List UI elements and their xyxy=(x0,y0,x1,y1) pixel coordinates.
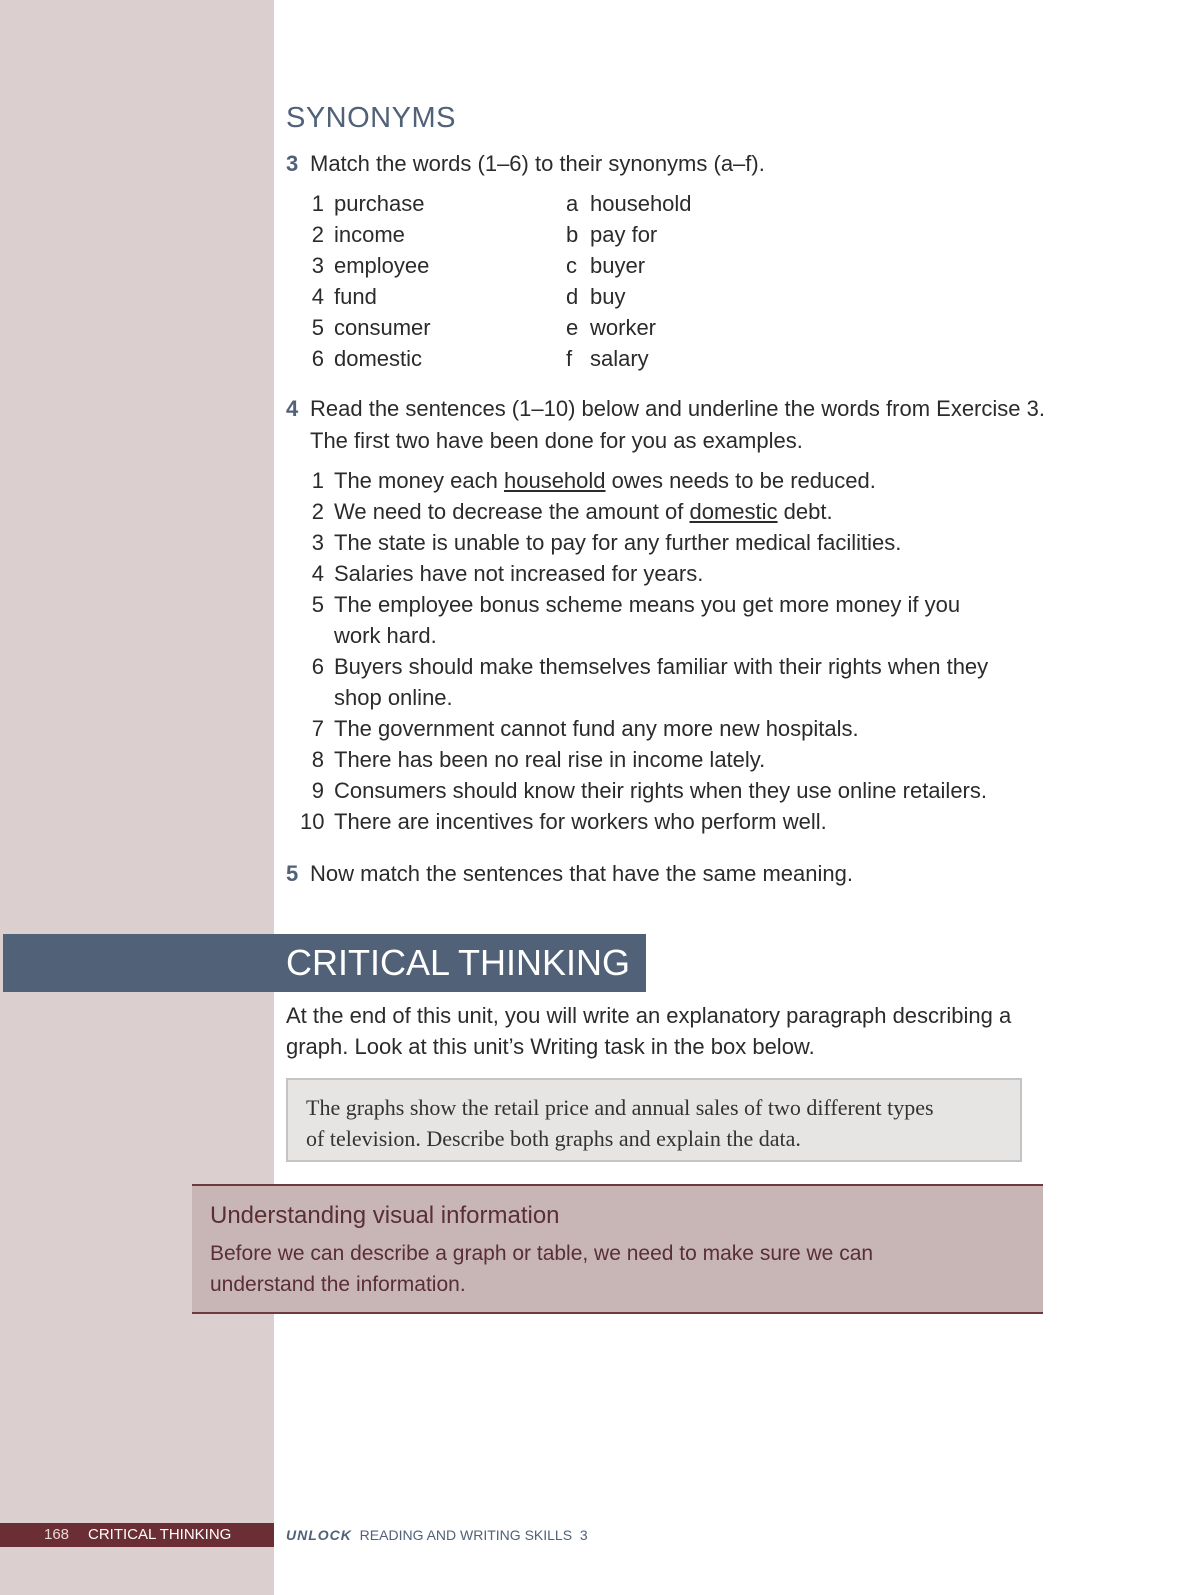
sidebar-panel xyxy=(0,0,274,1595)
sentence-item: 8 There has been no real rise in income lately. xyxy=(311,747,766,772)
exercise-4-instruction-cont: The first two have been done for you as examples. xyxy=(310,428,803,453)
writing-task-box: The graphs show the retail price and annual sales of two different types of television. Describe both graphs and explain the data. xyxy=(286,1078,1022,1162)
intro-paragraph: At the end of this unit, you will write an explanatory paragraph describing a graph. Look at this unit’s Writing task in the box below. xyxy=(286,1003,1012,1059)
section-title-synonyms: SYNONYMS xyxy=(286,102,456,134)
sentence-item: 6 Buyers should make themselves familiar with their rights when they xyxy=(311,654,989,679)
sentence-item: 10 There are incentives for workers who perform well. xyxy=(300,809,827,834)
sentence-item: 5 The employee bonus scheme means you get more money if you xyxy=(311,592,961,617)
sentence-item-cont: shop online. xyxy=(334,685,453,710)
sentence-item: 9 Consumers should know their rights when they use online retailers. xyxy=(311,778,987,803)
word-item: 5 consumer xyxy=(311,315,431,340)
exercise-number: 5 xyxy=(286,861,299,886)
sentence-item: 7 The government cannot fund any more new hospitals. xyxy=(311,716,859,741)
skill-body: Before we can describe a graph or table, we need to make sure we can understand the information. xyxy=(210,1242,874,1296)
sentence-item: 1 The money each household owes needs to be reduced. xyxy=(311,468,876,493)
word-item: 6 domestic xyxy=(311,346,423,371)
sentence-item: 3 The state is unable to pay for any further medical facilities. xyxy=(311,530,902,555)
sentence-item-cont: work hard. xyxy=(334,623,437,648)
sentence-item: 2 We need to decrease the amount of domestic debt. xyxy=(311,499,833,524)
synonym-item: a household xyxy=(566,191,692,216)
exercise-number: 3 xyxy=(286,151,299,176)
footer-brand: UNLOCK READING AND WRITING SKILLS 3 xyxy=(286,1527,588,1543)
word-item: 2 income xyxy=(311,222,405,247)
brand-logo: UNLOCK xyxy=(286,1527,352,1543)
synonym-item: b pay for xyxy=(566,222,658,247)
exercise-number: 4 xyxy=(286,396,299,421)
underlined-word: household xyxy=(503,468,606,493)
word-item: 1 purchase xyxy=(311,191,425,216)
page-number: 168 xyxy=(44,1526,70,1543)
synonym-item: f salary xyxy=(566,346,649,371)
word-item: 4 fund xyxy=(311,284,377,309)
synonym-item: e worker xyxy=(566,315,657,340)
skill-title: Understanding visual information xyxy=(210,1202,560,1229)
word-item: 3 employee xyxy=(311,253,430,278)
skill-box xyxy=(192,1184,1043,1314)
exercise-5-instruction: 5 Now match the sentences that have the same meaning. xyxy=(286,858,853,889)
synonym-item: d buy xyxy=(566,284,626,309)
sentence-item: 4 Salaries have not increased for years. xyxy=(311,561,704,586)
synonym-item: c buyer xyxy=(566,253,646,278)
exercise-3-instruction: 3 Match the words (1–6) to their synonyms (a–f). xyxy=(286,148,765,179)
exercise-4-instruction: 4 Read the sentences (1–10) below and underline the words from Exercise 3. xyxy=(286,393,1045,424)
underlined-word: domestic xyxy=(689,499,778,524)
section-title-critical-thinking: CRITICAL THINKING xyxy=(286,942,631,983)
footer-section-label: CRITICAL THINKING xyxy=(88,1526,232,1543)
